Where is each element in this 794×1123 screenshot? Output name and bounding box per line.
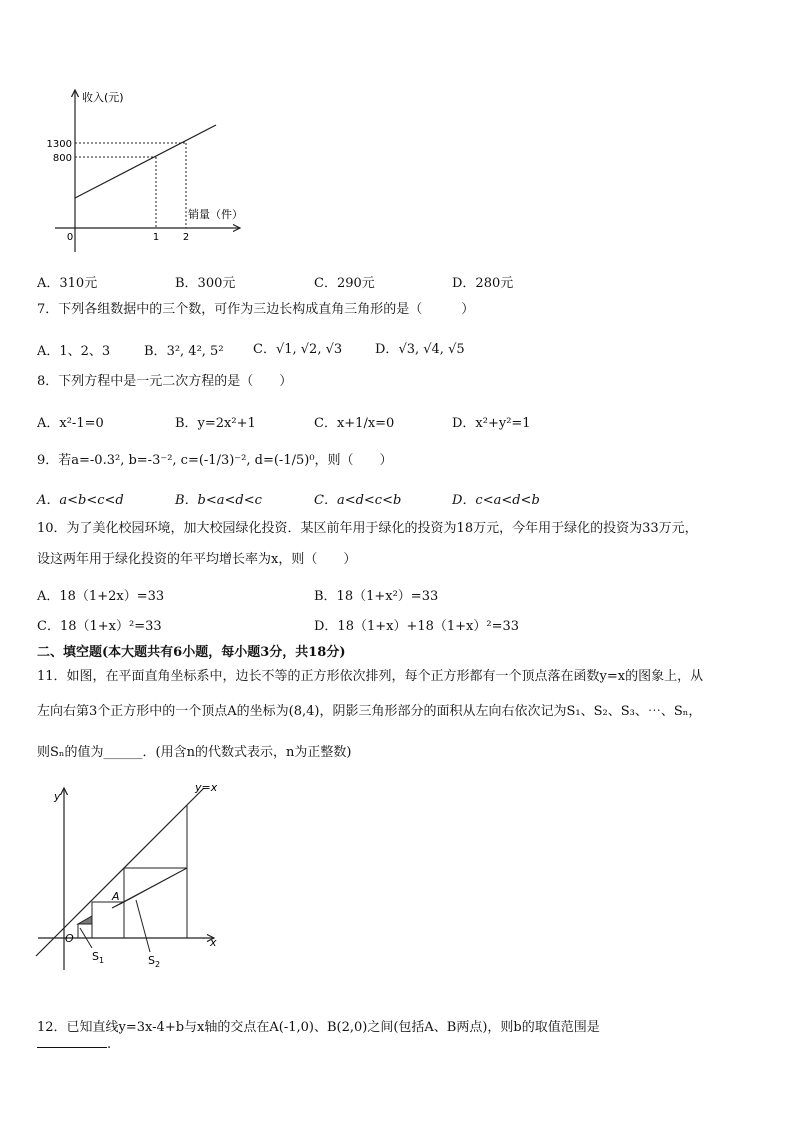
q12-answer-blank[interactable] — [37, 1033, 107, 1048]
figure-origin-label: O — [65, 932, 74, 945]
y-tick-label: 1300 — [46, 139, 72, 150]
q10-stem-line2: 设这两年用于绿化投资的年平均增长率为x，则（ ） — [37, 552, 357, 567]
shaded-triangle-2 — [112, 868, 187, 908]
figure-line-label: y=x — [195, 781, 218, 794]
s1-letter: S — [92, 950, 99, 963]
q9-option-b: B．b<a<d<c — [175, 493, 262, 508]
q12-stem: 12．已知直线y=3x-4+b与x轴的交点在A(-1,0)、B(2,0)之间(包括A、B两点)，则b的取值范围是 — [37, 1020, 600, 1035]
q7-option-b-value: 3², 4², 5² — [166, 344, 224, 359]
s2-letter: S — [148, 954, 155, 967]
q10-stem-line1: 10．为了美化校园环境，加大校园绿化投资．某区前年用于绿化的投资为18万元，今年用于绿化的投资为33万元， — [37, 521, 698, 536]
square-3 — [124, 868, 187, 938]
x-axis-label: 销量（件） — [188, 208, 243, 221]
shaded-triangle-1 — [78, 916, 92, 924]
q7-option-c — [253, 338, 342, 357]
square-2 — [92, 902, 124, 938]
q8-option-d: D．x²+y²=1 — [452, 416, 531, 431]
figure-s2-label — [148, 954, 160, 969]
figure-point-a-label: A — [112, 890, 120, 903]
q6-option-a: A．310元 — [37, 276, 98, 291]
q6-option-c: C．290元 — [314, 276, 375, 291]
q10-option-a: A．18（1+2x）=33 — [37, 589, 165, 604]
q10-option-c: C．18（1+x）²=33 — [37, 619, 162, 634]
q7-option-b — [144, 340, 224, 359]
figure-s1-label — [92, 950, 104, 965]
q6-option-b: B．300元 — [175, 276, 236, 291]
income-line — [75, 125, 216, 198]
y-axis-label: 收入(元) — [82, 91, 124, 104]
q9-option-a: A．a<b<c<d — [37, 493, 124, 508]
q9-option-d: D．c<a<d<b — [452, 493, 540, 508]
q9-option-c: C．a<d<c<b — [314, 493, 402, 508]
q11-stem-line2: 左向右第3个正方形中的一个顶点A的坐标为(8,4)，阴影三角形部分的面积从左向右依次记为S₁、S₂、S₃、⋯、Sₙ， — [37, 704, 702, 719]
s2-subscript: 2 — [154, 960, 161, 969]
q8-option-a: A．x²-1=0 — [37, 416, 104, 431]
q7-option-a: A．1、2、3 — [37, 344, 111, 359]
squares-figure — [32, 778, 232, 973]
figure-y-label: y — [54, 790, 61, 803]
q7-option-c-value: √1, √2, √3 — [275, 342, 343, 357]
q7-option-c-label: C． — [253, 342, 276, 357]
y-tick-label: 800 — [52, 153, 72, 164]
x-tick-label: 0 — [66, 232, 74, 243]
section-heading-fill-in: 二、填空题(本大题共有6小题，每小题3分，共18分) — [37, 645, 346, 660]
figure-x-label: x — [210, 936, 217, 949]
q8-option-b: B．y=2x²+1 — [175, 416, 256, 431]
x-tick-label: 2 — [182, 232, 190, 243]
q8-option-c: C．x+1/x=0 — [314, 416, 395, 431]
q6-option-d: D．280元 — [452, 276, 514, 291]
q12-answer-line — [37, 1033, 111, 1054]
q9-stem: 9．若a=-0.3², b=-3⁻², c=(-1/3)⁻², d=(-1/5)⁰，则（ ） — [37, 453, 393, 468]
s2-pointer — [136, 900, 150, 952]
q7-stem: 7．下列各组数据中的三个数，可作为三边长构成直角三角形的是（ ） — [37, 302, 475, 317]
q7-option-b-label: B． — [144, 344, 167, 359]
q7-option-d-value: √3, √4, √5 — [398, 342, 465, 357]
x-tick-label: 1 — [152, 232, 160, 243]
q10-option-b: B．18（1+x²）=33 — [314, 589, 439, 604]
q7-option-d-label: D． — [375, 342, 399, 357]
q7-option-d — [375, 338, 465, 357]
q11-stem-line3: 则Sₙ的值为______．(用含n的代数式表示，n为正整数) — [37, 745, 352, 760]
q8-stem: 8．下列方程中是一元二次方程的是（ ） — [37, 374, 293, 389]
q10-option-d: D．18（1+x）+18（1+x）²=33 — [314, 619, 520, 634]
q12-tail: . — [107, 1037, 112, 1052]
s1-subscript: 1 — [98, 956, 105, 965]
income-sales-graph — [40, 82, 260, 252]
q11-stem-line1: 11．如图，在平面直角坐标系中，边长不等的正方形依次排列，每个正方形都有一个顶点落在函数y=x的图象上，从 — [37, 669, 704, 684]
